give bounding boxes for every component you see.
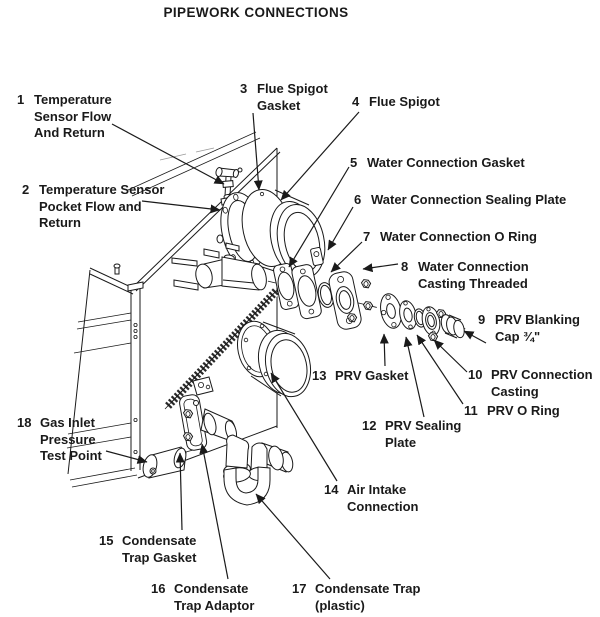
- part-label-3: [240, 81, 328, 114]
- part-label-line: PRV O Ring: [487, 403, 560, 418]
- part-number: 17: [292, 581, 307, 596]
- part-label-11: [464, 403, 560, 420]
- condensate-trap-drawing: [223, 435, 295, 505]
- part-number: 7: [363, 229, 371, 244]
- part-label-12: [362, 418, 461, 451]
- part-number: 14: [324, 482, 339, 497]
- part-label-line: Gasket: [257, 97, 301, 113]
- part-label-6: [354, 192, 566, 209]
- part-label-5: [350, 155, 525, 172]
- part-label-line: Cap ¾": [495, 328, 541, 344]
- part-label-8: [401, 259, 529, 292]
- part-label-line: PRV Gasket: [335, 368, 409, 383]
- part-number: 13: [312, 368, 327, 383]
- part-number: 3: [240, 81, 248, 96]
- part-label-line: Casting Threaded: [418, 275, 528, 291]
- part-label-line: Condensate Trap: [315, 581, 421, 596]
- water-casting-drawing: [327, 270, 372, 331]
- part-label-10: [468, 367, 593, 400]
- air-intake-drawing: [233, 318, 317, 401]
- leader-line-6: [328, 207, 353, 250]
- part-label-line: PRV Sealing: [385, 418, 462, 433]
- part-label-line: Water Connection Sealing Plate: [371, 192, 567, 207]
- part-number: 1: [17, 92, 25, 107]
- part-label-line: Temperature: [34, 92, 112, 107]
- part-label-line: Pocket Flow and: [39, 198, 142, 214]
- part-number: 8: [401, 259, 409, 274]
- part-label-17: [292, 581, 420, 614]
- part-label-line: Temperature Sensor: [39, 182, 165, 197]
- part-number: 15: [99, 533, 114, 548]
- part-label-line: (plastic): [315, 597, 365, 613]
- part-number: 6: [354, 192, 362, 207]
- leader-line-8: [363, 264, 398, 269]
- part-label-line: Sensor Flow: [34, 108, 112, 124]
- part-label-7: [363, 229, 537, 246]
- part-label-line: Condensate: [122, 533, 197, 548]
- part-label-line: Return: [39, 215, 81, 230]
- part-label-14: [324, 482, 419, 515]
- page-title: PIPEWORK CONNECTIONS: [163, 5, 349, 20]
- part-label-line: Connection: [347, 498, 419, 514]
- part-label-line: Pressure: [40, 431, 96, 447]
- leader-line-3: [253, 113, 259, 190]
- part-label-16: [151, 581, 254, 614]
- part-number: 5: [350, 155, 358, 170]
- part-label-13: [312, 368, 408, 385]
- part-label-line: PRV Connection: [491, 367, 593, 382]
- part-label-line: Water Connection Gasket: [367, 155, 525, 170]
- part-label-line: Test Point: [40, 448, 102, 463]
- part-label-line: Condensate: [174, 581, 249, 596]
- leader-line-18: [106, 451, 147, 462]
- part-number: 16: [151, 581, 166, 596]
- part-label-line: Plate: [385, 434, 417, 450]
- part-label-9: [478, 312, 580, 345]
- leader-line-12: [406, 337, 424, 417]
- prv-blanking-cap-drawing: [440, 314, 466, 339]
- part-label-line: Water Connection: [418, 259, 529, 274]
- part-number: 12: [362, 418, 377, 433]
- part-number: 11: [464, 403, 478, 418]
- part-label-1: [17, 92, 112, 142]
- part-label-line: Trap Gasket: [122, 549, 197, 565]
- part-number: 2: [22, 182, 30, 197]
- part-number: 9: [478, 312, 486, 327]
- leader-line-17: [256, 494, 330, 579]
- part-label-18: [17, 415, 102, 465]
- part-label-line: PRV Blanking: [495, 312, 581, 327]
- part-number: 4: [352, 94, 360, 109]
- leader-line-7: [331, 242, 362, 272]
- gas-inlet-drawing: [141, 447, 193, 479]
- part-label-line: Flue Spigot: [369, 94, 440, 109]
- part-label-line: Trap Adaptor: [174, 597, 255, 613]
- part-label-line: Flue Spigot: [257, 81, 328, 96]
- part-label-line: Air Intake: [347, 482, 407, 497]
- part-number: 10: [468, 367, 483, 382]
- part-label-line: And Return: [34, 125, 105, 140]
- part-label-2: [22, 182, 164, 232]
- part-label-15: [99, 533, 196, 566]
- part-number: 18: [17, 415, 32, 430]
- leader-line-13: [384, 334, 385, 366]
- leader-line-16: [202, 444, 228, 579]
- leader-line-4: [281, 112, 359, 200]
- part-label-4: [352, 94, 440, 111]
- part-label-line: Casting: [491, 383, 539, 399]
- part-label-line: Water Connection O Ring: [380, 229, 537, 244]
- part-label-line: Gas Inlet: [40, 415, 95, 430]
